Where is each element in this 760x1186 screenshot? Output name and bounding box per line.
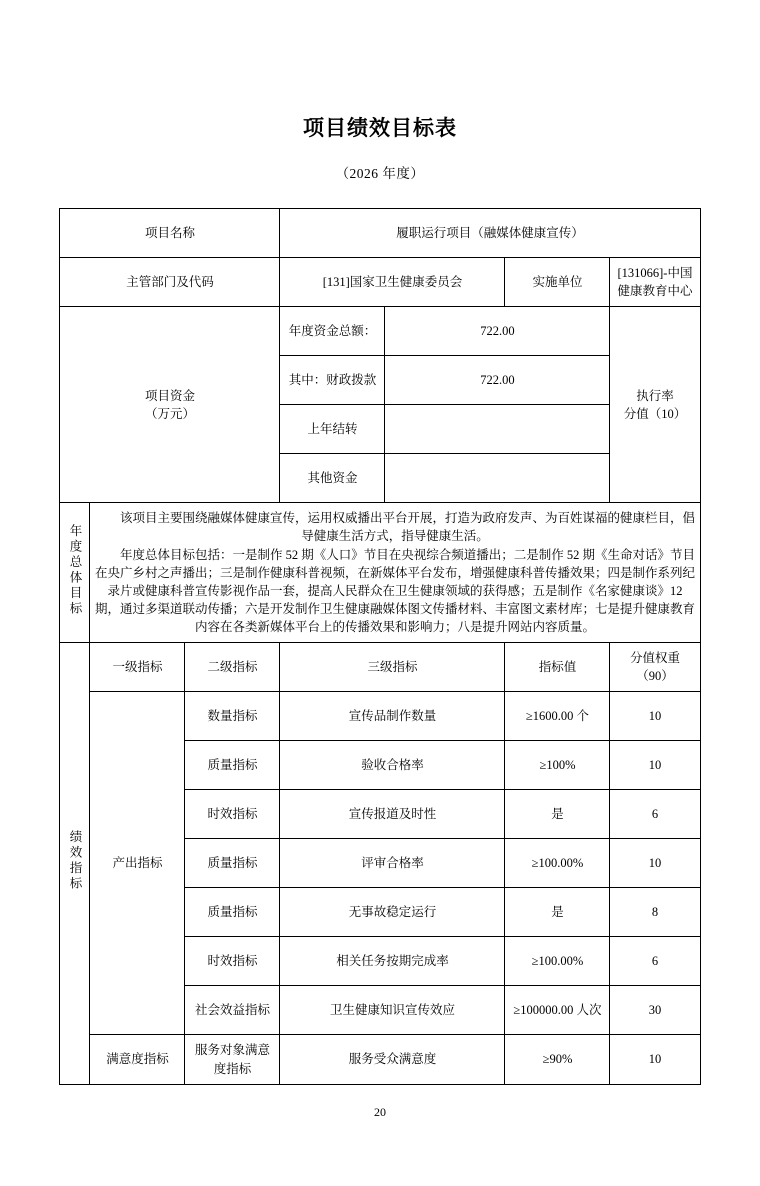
indicator-weight: 30 — [610, 986, 700, 1035]
indicator-value: ≥1600.00 个 — [505, 692, 610, 741]
exec-rate-line2: 分值（10） — [623, 406, 687, 421]
indicator-level3: 相关任务按期完成率 — [280, 937, 505, 986]
indicator-level2: 质量指标 — [185, 888, 280, 937]
header-weight-line2: （90） — [636, 669, 674, 684]
indicator-weight: 10 — [610, 741, 700, 790]
indicator-level3: 服务受众满意度 — [280, 1035, 505, 1084]
header-level1: 一级指标 — [90, 643, 185, 692]
exec-rate-cell — [610, 307, 700, 503]
perf-label-text: 绩效指标 — [68, 829, 83, 892]
funds-row-value — [385, 405, 610, 454]
page-subtitle: （2026 年度） — [335, 166, 425, 181]
funds-row-label: 年度资金总额： — [280, 307, 385, 356]
exec-rate-line1: 执行率 — [636, 388, 674, 403]
indicator-weight: 6 — [610, 790, 700, 839]
indicator-level2: 时效指标 — [185, 937, 280, 986]
unit-label: 实施单位 — [505, 258, 610, 307]
funds-label — [60, 307, 280, 503]
annual-goal-paragraph-1: 该项目主要围绕融媒体健康宣传，运用权威播出平台开展，打造为政府发声、为百姓谋福的健康栏目，倡导健康生活方式，指导健康生活。 — [119, 511, 695, 544]
perf-label — [60, 643, 90, 1085]
header-level2: 二级指标 — [185, 643, 280, 692]
indicator-level3: 卫生健康知识宣传效应 — [280, 986, 505, 1035]
indicator-weight: 6 — [610, 937, 700, 986]
funds-label-line2: （万元） — [144, 406, 195, 421]
header-weight — [610, 643, 700, 692]
dept-value: [131]国家卫生健康委员会 — [280, 258, 505, 307]
header-level3: 三级指标 — [280, 643, 505, 692]
project-name-value: 履职运行项目（融媒体健康宣传） — [280, 209, 700, 258]
table-row — [60, 258, 700, 307]
indicator-level2: 质量指标 — [185, 741, 280, 790]
funds-label-line1: 项目资金 — [144, 388, 195, 403]
unit-value: [131066]-中国健康教育中心 — [610, 258, 700, 307]
annual-goal-paragraph-2: 年度总体目标包括：一是制作 52 期《人口》节目在央视综合频道播出；二是制作 52 期《生命对话》节目在央广乡村之声播出；三是制作健康科普视频，在新媒体平台发布，增强健康科普传播效果；四是制作系列纪录片或健康科普宣传影视作品一套，提高人民群众在卫生健康领域的获得感；五是制作《名家健康谈》12 期，通过多渠道联动传播；六是开发制作卫生健康融媒体图文传播材料、丰富图文素材库；七是提升健康教育内容在各类新媒体平台上的传播效果和影响力；八是提升网站内容质量。 — [94, 547, 695, 634]
page-title: 项目绩效目标表 — [303, 116, 457, 140]
indicator-level2: 时效指标 — [185, 790, 280, 839]
header-value: 指标值 — [505, 643, 610, 692]
annual-goal-label — [60, 503, 90, 643]
indicator-level2: 服务对象满意度指标 — [185, 1035, 280, 1084]
indicator-level2: 数量指标 — [185, 692, 280, 741]
indicator-level3: 无事故稳定运行 — [280, 888, 505, 937]
indicator-value: 是 — [505, 888, 610, 937]
indicator-value: ≥100000.00 人次 — [505, 986, 610, 1035]
page-number: 20 — [374, 1105, 386, 1119]
annual-goal-label-text: 年度总体目标 — [68, 523, 83, 617]
funds-row-label: 其他资金 — [280, 454, 385, 503]
dept-label: 主管部门及代码 — [60, 258, 280, 307]
table-row — [60, 307, 700, 356]
indicator-value: ≥100.00% — [505, 839, 610, 888]
satisfaction-label: 满意度指标 — [90, 1035, 185, 1084]
funds-row-label: 上年结转 — [280, 405, 385, 454]
indicator-level3: 宣传报道及时性 — [280, 790, 505, 839]
indicator-value: 是 — [505, 790, 610, 839]
indicator-value: ≥100% — [505, 741, 610, 790]
indicator-level3: 验收合格率 — [280, 741, 505, 790]
indicator-weight: 8 — [610, 888, 700, 937]
indicator-level3: 评审合格率 — [280, 839, 505, 888]
funds-row-label: 其中：财政拨款 — [280, 356, 385, 405]
indicator-level3: 宣传品制作数量 — [280, 692, 505, 741]
indicator-value: ≥100.00% — [505, 937, 610, 986]
header-weight-line1: 分值权重 — [629, 651, 680, 666]
indicator-level2: 社会效益指标 — [185, 986, 280, 1035]
table-row — [60, 643, 700, 692]
table-row — [60, 209, 700, 258]
table-row — [60, 1035, 700, 1084]
project-name-label: 项目名称 — [60, 209, 280, 258]
indicator-level2: 质量指标 — [185, 839, 280, 888]
indicator-weight: 10 — [610, 692, 700, 741]
performance-goal-table — [59, 208, 700, 1085]
funds-row-value: 722.00 — [385, 356, 610, 405]
indicator-value: ≥90% — [505, 1035, 610, 1084]
output-label: 产出指标 — [90, 692, 185, 1035]
funds-row-value — [385, 454, 610, 503]
indicator-weight: 10 — [610, 839, 700, 888]
table-row — [60, 503, 700, 643]
document-page — [0, 112, 760, 1186]
annual-goal-content — [90, 503, 700, 643]
funds-row-value: 722.00 — [385, 307, 610, 356]
indicator-weight: 10 — [610, 1035, 700, 1084]
table-row — [60, 692, 700, 741]
